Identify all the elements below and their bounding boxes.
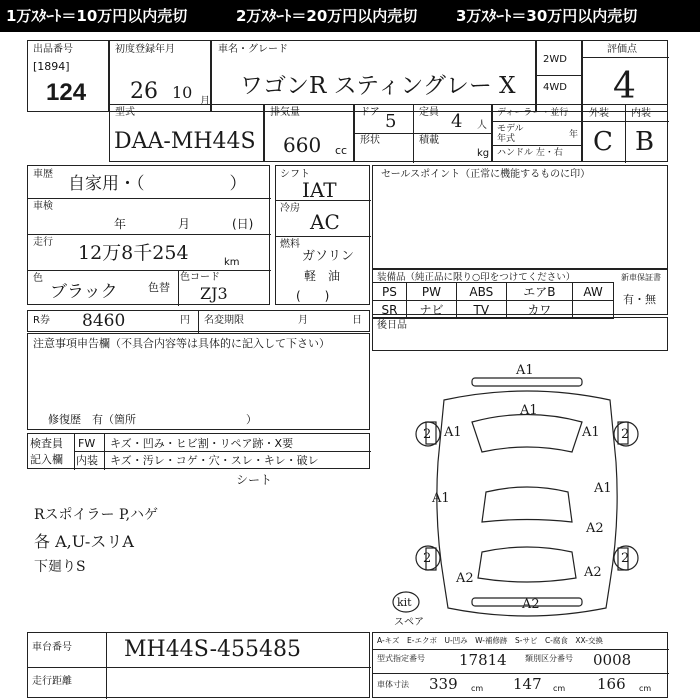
attachments-label: 後日品 xyxy=(377,320,407,331)
aircon-value: AC xyxy=(310,210,340,234)
recycle-box xyxy=(27,310,370,332)
repair-history: 修復歴 有（箇所 ） xyxy=(48,413,257,426)
dims-height: 166 xyxy=(597,675,626,693)
dims-width: 147 xyxy=(513,675,542,693)
mark-tire-front-right: 2 xyxy=(621,427,630,442)
new-car-warranty-value: 有・無 xyxy=(623,293,656,306)
mark-a2-rear-bumper: A2 xyxy=(522,597,540,612)
mark-tire-rear-left: 2 xyxy=(423,551,432,566)
interior-note: シート xyxy=(236,473,273,487)
mark-tire-rear-right: 2 xyxy=(621,551,630,566)
vehicle-info-box xyxy=(27,165,270,305)
dealer-box xyxy=(492,104,582,162)
dims-height-unit: cm xyxy=(639,684,652,693)
usage-label: 車歴 xyxy=(33,169,53,180)
recycle-label: R券 xyxy=(33,315,50,326)
color-code: ZJ3 xyxy=(200,284,228,303)
notes-label: 注意事項申告欄（不具合内容等は具体的に記入して下さい） xyxy=(33,337,330,350)
mileage-label: 走行 xyxy=(33,237,53,248)
interior-label: 内装 xyxy=(631,108,651,119)
comment-1: Rスポイラー P,ハゲ xyxy=(34,507,159,523)
recycle-value: 8460 xyxy=(82,311,126,331)
load-label: 積載 xyxy=(419,135,439,146)
chassis-label: 車台番号 xyxy=(32,642,72,653)
mileage-unit: km xyxy=(224,257,240,268)
tire-circles xyxy=(393,422,638,612)
model-box xyxy=(109,104,264,162)
equip-sr: SR xyxy=(373,301,407,319)
dims-length-unit: cm xyxy=(471,684,484,693)
doors-label: ドア xyxy=(360,107,380,118)
mark-a2-right-quarter: A2 xyxy=(584,565,602,580)
odometer-label: 走行距離 xyxy=(32,676,72,687)
name-label: 車名・グレード xyxy=(218,44,288,55)
equipment-table xyxy=(372,282,614,319)
model-value: DAA-MH44S xyxy=(114,129,256,154)
spec-number-label: 型式指定番号 xyxy=(377,654,425,663)
spare-label: スペア xyxy=(394,617,424,628)
lot-code: [1894] xyxy=(33,60,70,73)
interior-check-label: 内装 xyxy=(76,454,98,467)
mark-a1-front-bumper: A1 xyxy=(516,363,534,378)
inspector-label-1: 検査員 xyxy=(30,437,63,450)
inspection-month: 月 xyxy=(178,217,191,231)
capacity-unit: 人 xyxy=(477,120,487,131)
name-box xyxy=(211,40,536,112)
powertrain-box xyxy=(275,165,370,305)
mark-a1-left-fender: A1 xyxy=(444,425,462,440)
displacement-label: 排気量 xyxy=(270,107,300,118)
inspection-day: (日) xyxy=(232,217,254,231)
first-reg-box xyxy=(109,40,211,112)
lot-number: 124 xyxy=(46,79,87,106)
lot-box xyxy=(27,40,109,112)
chassis-value: MH44S-455485 xyxy=(124,637,301,662)
color-value: ブラック xyxy=(50,282,118,302)
mark-a1-right-fender: A1 xyxy=(582,425,600,440)
mark-a2-right-rear-door: A2 xyxy=(586,521,604,536)
model-year-label: モデル xyxy=(497,124,524,134)
interior-check-text: キズ・汚レ・コゲ・穴・スレ・キレ・破レ xyxy=(110,454,319,467)
class-number-value: 0008 xyxy=(593,651,632,669)
notes-box xyxy=(27,333,370,430)
fuel-diesel: 軽 油 xyxy=(304,269,341,283)
shape-label: 形状 xyxy=(360,135,380,146)
fuel-gasoline: ガソリン xyxy=(302,249,355,264)
grades-box xyxy=(582,104,668,162)
aircon-label: 冷房 xyxy=(280,203,300,214)
exterior-grade: C xyxy=(593,127,613,157)
displacement-value: 660 xyxy=(283,133,322,157)
mark-a1-left-door: A1 xyxy=(432,491,450,506)
price-banner xyxy=(0,0,700,32)
equip-tv: TV xyxy=(456,301,506,319)
damage-legend: A-キズ E-エクボ U-凹み W-補修跡 S-サビ C-腐食 XX-交換 xyxy=(377,636,603,645)
fuel-label: 燃料 xyxy=(280,239,300,250)
first-reg-year: 26 xyxy=(130,79,158,104)
mark-tire-front-left: 2 xyxy=(423,427,432,442)
drive-4wd: 4WD xyxy=(543,82,567,93)
mark-a1-hood: A1 xyxy=(520,403,538,418)
score-label: 評価点 xyxy=(607,44,637,55)
inspector-label-2: 記入欄 xyxy=(30,453,63,466)
fuel-other: ( ) xyxy=(296,289,330,303)
load-unit: kg xyxy=(477,148,490,159)
attachments-box xyxy=(372,317,668,351)
sales-point-label: セールスポイント（正常に機能するものに印） xyxy=(381,169,591,180)
equip-aw: AW xyxy=(573,283,614,301)
inspection-label: 車検 xyxy=(33,201,53,212)
dims-length: 339 xyxy=(429,675,458,693)
new-car-warranty-label: 新車保証書 xyxy=(621,273,661,282)
displacement-box xyxy=(264,104,354,162)
inspection-year: 年 xyxy=(114,217,127,231)
price-rule-1: 1万ｽﾀｰﾄ＝10万円以内売切 xyxy=(6,7,188,25)
comment-2: 各 A,U-スリA xyxy=(34,532,134,551)
mark-a1-right-door: A1 xyxy=(594,481,612,496)
price-rule-3: 3万ｽﾀｰﾄ＝30万円以内売切 xyxy=(456,7,638,25)
comment-3: 下廻りS xyxy=(34,559,86,575)
doors-value: 5 xyxy=(385,111,397,132)
shift-label: シフト xyxy=(280,169,310,180)
mark-a2-left-quarter: A2 xyxy=(456,571,474,586)
inspector-box xyxy=(27,433,370,469)
capacity-label: 定員 xyxy=(419,107,439,118)
equip-leather: カワ xyxy=(506,301,572,319)
shift-value: IAT xyxy=(302,178,337,202)
lot-label: 出品番号 xyxy=(33,44,73,55)
usage-value: 自家用・（ ） xyxy=(68,174,247,194)
color-change-label: 色替 xyxy=(148,281,170,294)
equip-pw: PW xyxy=(406,283,456,301)
displacement-unit: cc xyxy=(335,144,348,157)
handle-label: ハンドル 左・右 xyxy=(497,148,563,158)
color-code-label: 色コード xyxy=(180,272,220,283)
mileage-value: 12万8千254 xyxy=(78,242,189,264)
equipment-label: 装備品（純正品に限り○印をつけてください） xyxy=(377,272,576,283)
sales-point-box xyxy=(372,165,668,269)
color-label: 色 xyxy=(33,273,43,284)
name-value: ワゴンR スティングレー X xyxy=(240,73,516,99)
name-change-month: 月 xyxy=(298,315,308,326)
dealer-label: ディーラー・並行 xyxy=(497,108,569,118)
year-unit: 年 xyxy=(569,130,579,140)
equip-airbag: エアB xyxy=(506,283,572,301)
capacity-value: 4 xyxy=(451,111,463,132)
interior-grade: B xyxy=(635,127,655,157)
score-value: 4 xyxy=(613,66,636,107)
first-reg-month: 10 xyxy=(172,83,193,102)
spec-number-value: 17814 xyxy=(459,651,507,669)
drive-box xyxy=(536,40,582,112)
first-reg-month-unit: 月 xyxy=(200,96,210,107)
specs-box xyxy=(372,632,668,698)
fw-label: FW xyxy=(78,437,96,450)
fw-text: キズ・凹み・ヒビ割・リペア跡・X要 xyxy=(110,437,294,450)
drive-2wd: 2WD xyxy=(543,54,567,65)
price-rule-2: 2万ｽﾀｰﾄ＝20万円以内売切 xyxy=(236,7,418,25)
kit-mark: kit xyxy=(397,596,412,609)
model-label: 型式 xyxy=(115,107,135,118)
equip-abs: ABS xyxy=(456,283,506,301)
equip-empty xyxy=(573,301,614,319)
first-reg-label: 初度登録年月 xyxy=(115,44,175,55)
doors-capacity-box xyxy=(354,104,492,162)
equip-navi: ナビ xyxy=(406,301,456,319)
name-change-day: 日 xyxy=(352,315,362,326)
equip-ps: PS xyxy=(373,283,407,301)
model-year-label-2: 年式 xyxy=(497,134,516,144)
name-change-label: 名変期限 xyxy=(204,315,244,326)
recycle-unit: 円 xyxy=(180,315,190,326)
dims-label: 車体寸法 xyxy=(377,680,409,689)
chassis-box xyxy=(27,632,370,698)
score-box xyxy=(582,40,668,112)
class-number-label: 類別区分番号 xyxy=(525,654,573,663)
dims-width-unit: cm xyxy=(553,684,566,693)
car-diagram xyxy=(372,352,668,632)
exterior-label: 外装 xyxy=(589,108,609,119)
